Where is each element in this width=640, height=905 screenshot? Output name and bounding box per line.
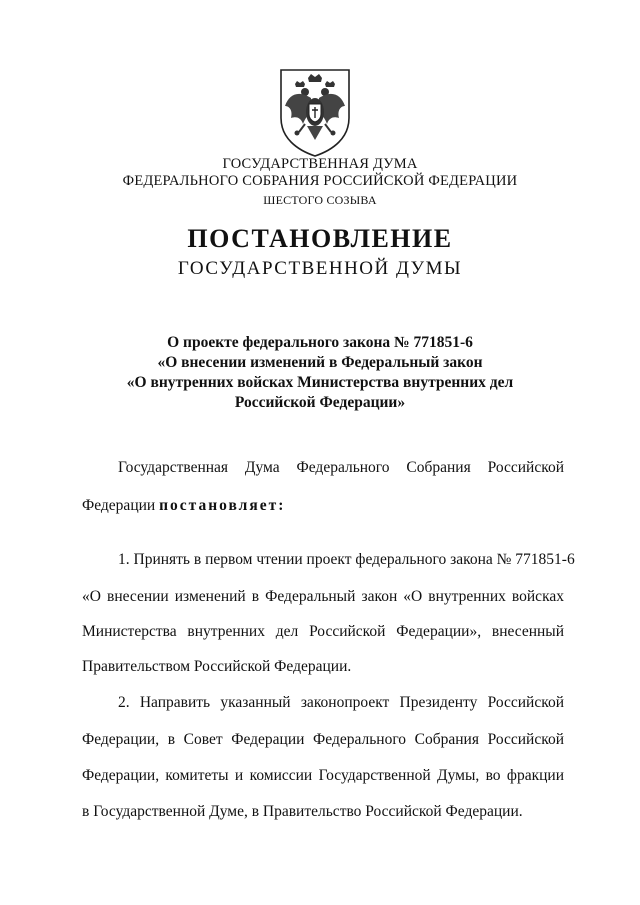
document-subtitle: ГОСУДАРСТВЕННОЙ ДУМЫ <box>177 258 463 279</box>
document-subject <box>0 333 640 413</box>
paragraph-line: «О внесении изменений в Федеральный закон «О внутренних войсках <box>82 588 564 605</box>
preamble-text: Федерации <box>82 497 160 514</box>
org-name-line1: ГОСУДАРСТВЕННАЯ ДУМА <box>222 156 418 172</box>
convocation: ШЕСТОГО СОЗЫВА <box>263 193 377 207</box>
subject-line: «О внесении изменений в Федеральный закон <box>157 354 483 371</box>
org-name-line2: ФЕДЕРАЛЬНОГО СОБРАНИЯ РОССИЙСКОЙ ФЕДЕРАЦИИ <box>122 173 518 189</box>
document-title: ПОСТАНОВЛЕНИЕ <box>187 224 453 253</box>
preamble-line: Государственная Дума Федерального Собрания Российской <box>118 459 564 476</box>
paragraph-line: 1. Принять в первом чтении проект федерального закона № 771851-6 <box>118 551 575 568</box>
paragraph-line: в Государственной Думе, в Правительство Российской Федерации. <box>82 803 523 820</box>
decree-word: постановляет: <box>159 497 286 514</box>
subject-line: «О внутренних войсках Министерства внутренних дел <box>126 374 514 391</box>
preamble-line <box>82 496 564 516</box>
paragraph-line: Федерации, в Совет Федерации Федерального Собрания Российской <box>82 731 564 748</box>
subject-line: Российской Федерации» <box>234 394 406 411</box>
subject-line: О проекте федерального закона № 771851-6 <box>167 334 473 351</box>
paragraph-line: 2. Направить указанный законопроект Президенту Российской <box>118 694 564 711</box>
paragraph-line: Правительством Российской Федерации. <box>82 658 352 675</box>
paragraph-line: Министерства внутренних дел Российской Федерации», внесенный <box>82 623 564 640</box>
coat-of-arms-icon <box>275 66 355 158</box>
paragraph-line: Федерации, комитеты и комиссии Государственной Думы, во фракции <box>82 767 564 784</box>
